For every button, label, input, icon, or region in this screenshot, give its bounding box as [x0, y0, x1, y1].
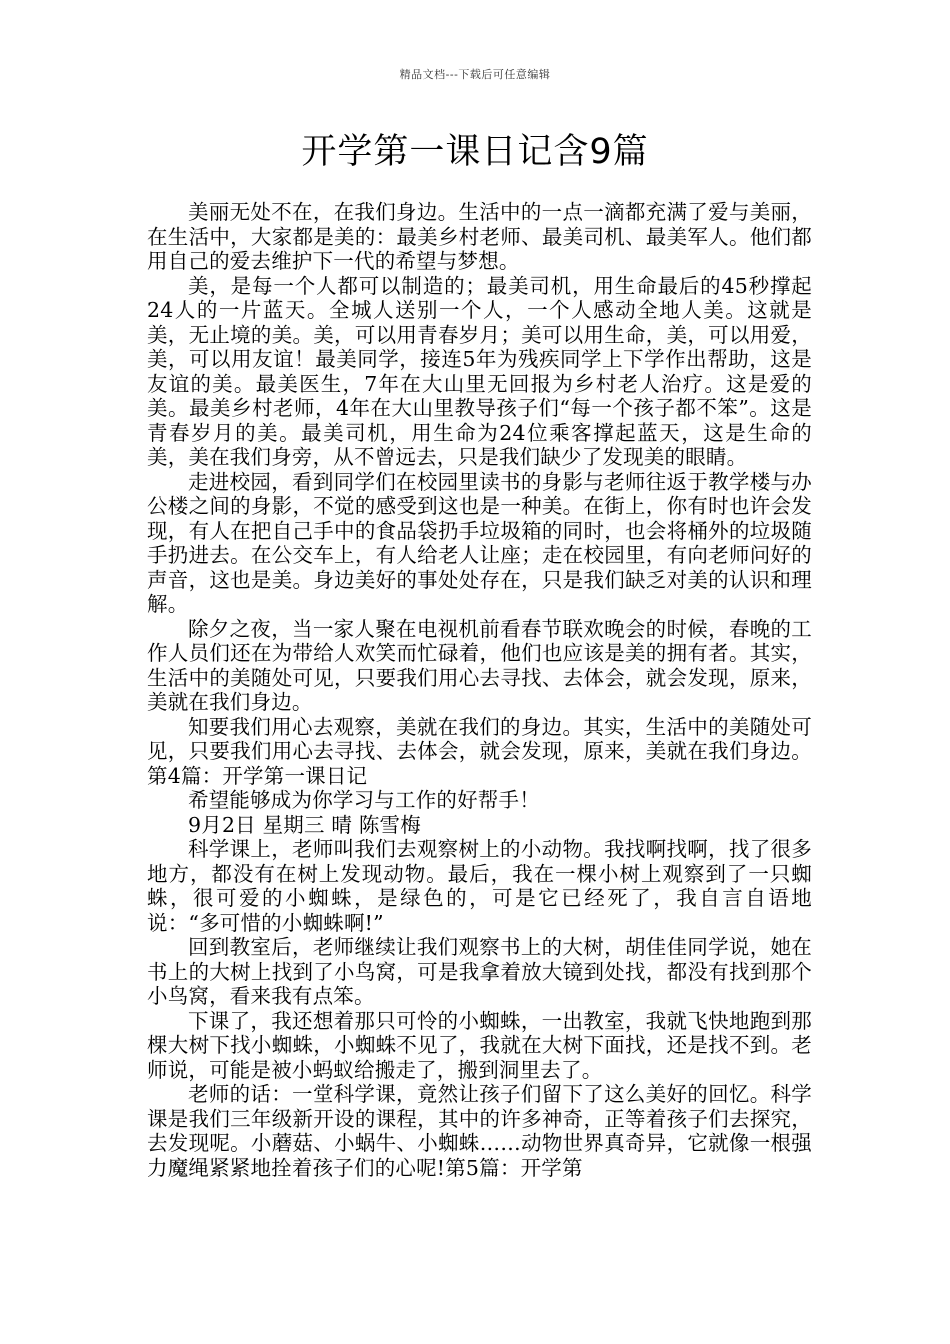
paragraph: 希望能够成为你学习与工作的好帮手！	[188, 788, 540, 812]
paragraph: 老师的话：一堂科学课，竟然让孩子们留下了这么美好的回忆。科学课是我们三年级新开设的课程，其中的许多神奇，正等着孩子们去探究，去发现呢。小蘑菇、小蜗牛、小蜘蛛……动物世界真奇异，它就像一根强力魔绳紧紧地拴着孩子们的心呢!第5篇：开学第	[147, 1082, 812, 1180]
header-note: 精品文档---下载后可任意编辑	[399, 68, 551, 81]
document-title: 开学第一课日记含9篇	[301, 132, 649, 172]
paragraph: 科学课上，老师叫我们去观察树上的小动物。我找啊找啊，找了很多地方，都没有在树上发现动物。最后，我在一棵小树上观察到了一只蜘蛛，很可爱的小蜘蛛，是绿色的，可是它已经死了，我自言自语地说：“多可惜的小蜘蛛啊!”	[147, 837, 812, 935]
paragraph: 美丽无处不在，在我们身边。生活中的一点一滴都充满了爱与美丽，在生活中，大家都是美的：最美乡村老师、最美司机、最美军人。他们都用自己的爱去维护下一代的希望与梦想。	[147, 200, 812, 273]
paragraph: 除夕之夜，当一家人聚在电视机前看春节联欢晚会的时候，春晚的工作人员们还在为带给人欢笑而忙碌着，他们也应该是美的拥有者。其实，生活中的美随处可见，只要我们用心去寻找、去体会，就会发现，原来，美就在我们身边。	[147, 616, 812, 714]
paragraph: 下课了，我还想着那只可怜的小蜘蛛，一出教室，我就飞快地跑到那棵大树下找小蜘蛛，小蜘蛛不见了，我就在大树下面找，还是找不到。老师说，可能是被小蚂蚁给搬走了，搬到洞里去了。	[147, 1008, 812, 1082]
paragraph: 走进校园，看到同学们在校园里读书的身影与老师往返于教学楼与办公楼之间的身影，不觉的感受到这也是一种美。在街上，你有时也许会发现，有人在把自己手中的食品袋扔手垃圾箱的同时，也会将桶外的垃圾随手扔进去。在公交车上，有人给老人让座；走在校园里，有向老师问好的声音，这也是美。身边美好的事处处存在，只是我们缺乏对美的认识和理解。	[147, 469, 812, 616]
diary-date-line: 9月2日 星期三 晴 陈雪梅	[188, 812, 421, 837]
document-body	[147, 200, 812, 1180]
paragraph: 回到教室后，老师继续让我们观察书上的大树，胡佳佳同学说，她在书上的大树上找到了小鸟窝，可是我拿着放大镜到处找，都没有找到那个小鸟窝，看来我有点笨。	[147, 935, 812, 1008]
paragraph: 知要我们用心去观察，美就在我们的身边。其实，生活中的美随处可见，只要我们用心去寻找、去体会，就会发现，原来，美就在我们身边。第4篇：开学第一课日记	[147, 714, 812, 788]
paragraph: 美，是每一个人都可以制造的；最美司机，用生命最后的45秒撑起24人的一片蓝天。全城人送别一个人，一个人感动全地人美。这就是美，无止境的美。美，可以用青春岁月；美可以用生命，美，可以用爱，美，可以用友谊！最美同学，接连5年为残疾同学上下学作出帮助，这是友谊的美。最美医生，7年在大山里无回报为乡村老人治疗。这是爱的美。最美乡村老师，4年在大山里教导孩子们“每一个孩子都不笨”。这是青春岁月的美。最美司机，用生命为24位乘客撑起蓝天，这是生命的美，美在我们身旁，从不曾远去，只是我们缺少了发现美的眼睛。	[147, 273, 812, 469]
